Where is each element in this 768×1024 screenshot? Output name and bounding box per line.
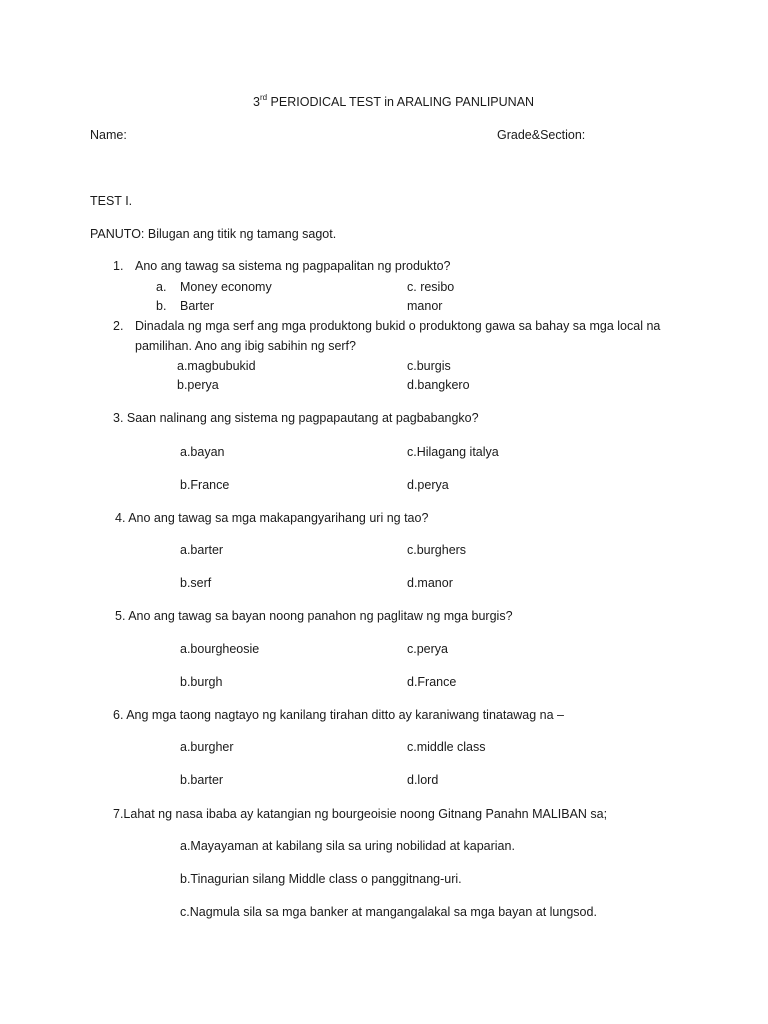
question-5-text: 5. Ano ang tawag sa bayan noong panahon ng paglitaw ng mga burgis?	[115, 609, 513, 623]
q4-choice-d: d.manor	[407, 576, 453, 590]
q6-choice-c: c.middle class	[407, 740, 486, 754]
question-2-text-line2: pamilihan. Ano ang ibig sabihin ng serf?	[135, 339, 356, 353]
question-2-text-line1: Dinadala ng mga serf ang mga produktong bukid o produktong gawa sa bahay sa mga local na	[135, 319, 661, 333]
q5-choice-c: c.perya	[407, 642, 448, 656]
q2-choice-c: c.burgis	[407, 359, 451, 373]
q5-choice-a: a.bourgheosie	[180, 642, 260, 656]
q3-choice-d: d.perya	[407, 478, 449, 492]
q4-choice-c: c.burghers	[407, 543, 467, 557]
name-label: Name:	[90, 128, 127, 142]
q6-choice-a: a.burgher	[180, 740, 234, 754]
q4-choice-a: a.barter	[180, 543, 224, 557]
q1-choice-d: manor	[407, 299, 443, 313]
q1-choice-c: c. resibo	[407, 280, 455, 294]
q3-choice-c: c.Hilagang italya	[407, 445, 499, 459]
q7-choice-a: a.Mayayaman at kabilang sila sa uring nobilidad at kaparian.	[180, 839, 515, 853]
q1-choice-a-letter: a.	[156, 280, 167, 294]
q2-choice-d: d.bangkero	[407, 378, 470, 392]
instructions: PANUTO: Bilugan ang titik ng tamang sagot.	[90, 227, 337, 241]
q3-choice-a: a.bayan	[180, 445, 225, 459]
question-2-number: 2.	[113, 319, 124, 333]
page-title	[253, 93, 535, 109]
question-7-text: 7.Lahat ng nasa ibaba ay katangian ng bourgeoisie noong Gitnang Panahn MALIBAN sa;	[113, 807, 608, 821]
title-superscript: rd	[259, 93, 268, 102]
q1-choice-b: Barter	[180, 299, 215, 313]
q3-choice-b: b.France	[180, 478, 230, 492]
grade-section-label: Grade&Section:	[497, 128, 586, 142]
q4-choice-b: b.serf	[180, 576, 212, 590]
question-6-text: 6. Ang mga taong nagtayo ng kanilang tirahan ditto ay karaniwang tinatawag na –	[113, 708, 565, 722]
q2-choice-b: b.perya	[177, 378, 219, 392]
q1-choice-a: Money economy	[180, 280, 272, 294]
q5-choice-d: d.France	[407, 675, 457, 689]
title-number: 3	[253, 95, 260, 109]
q6-choice-d: d.lord	[407, 773, 439, 787]
question-4-text: 4. Ano ang tawag sa mga makapangyarihang uri ng tao?	[115, 511, 429, 525]
title-text: PERIODICAL TEST in ARALING PANLIPUNAN	[267, 95, 535, 109]
q5-choice-b: b.burgh	[180, 675, 223, 689]
question-1-number: 1.	[113, 259, 124, 273]
test-label: TEST I.	[90, 194, 133, 208]
q7-choice-c: c.Nagmula sila sa mga banker at mangangalakal sa mga bayan at lungsod.	[180, 905, 597, 919]
q6-choice-b: b.barter	[180, 773, 224, 787]
q7-choice-b: b.Tinagurian silang Middle class o panggitnang-uri.	[180, 872, 462, 886]
q2-choice-a: a.magbubukid	[177, 359, 256, 373]
question-3-text: 3. Saan nalinang ang sistema ng pagpapautang at pagbabangko?	[113, 411, 479, 425]
question-1-text: Ano ang tawag sa sistema ng pagpapalitan ng produkto?	[135, 259, 451, 273]
q1-choice-b-letter: b.	[156, 299, 167, 313]
